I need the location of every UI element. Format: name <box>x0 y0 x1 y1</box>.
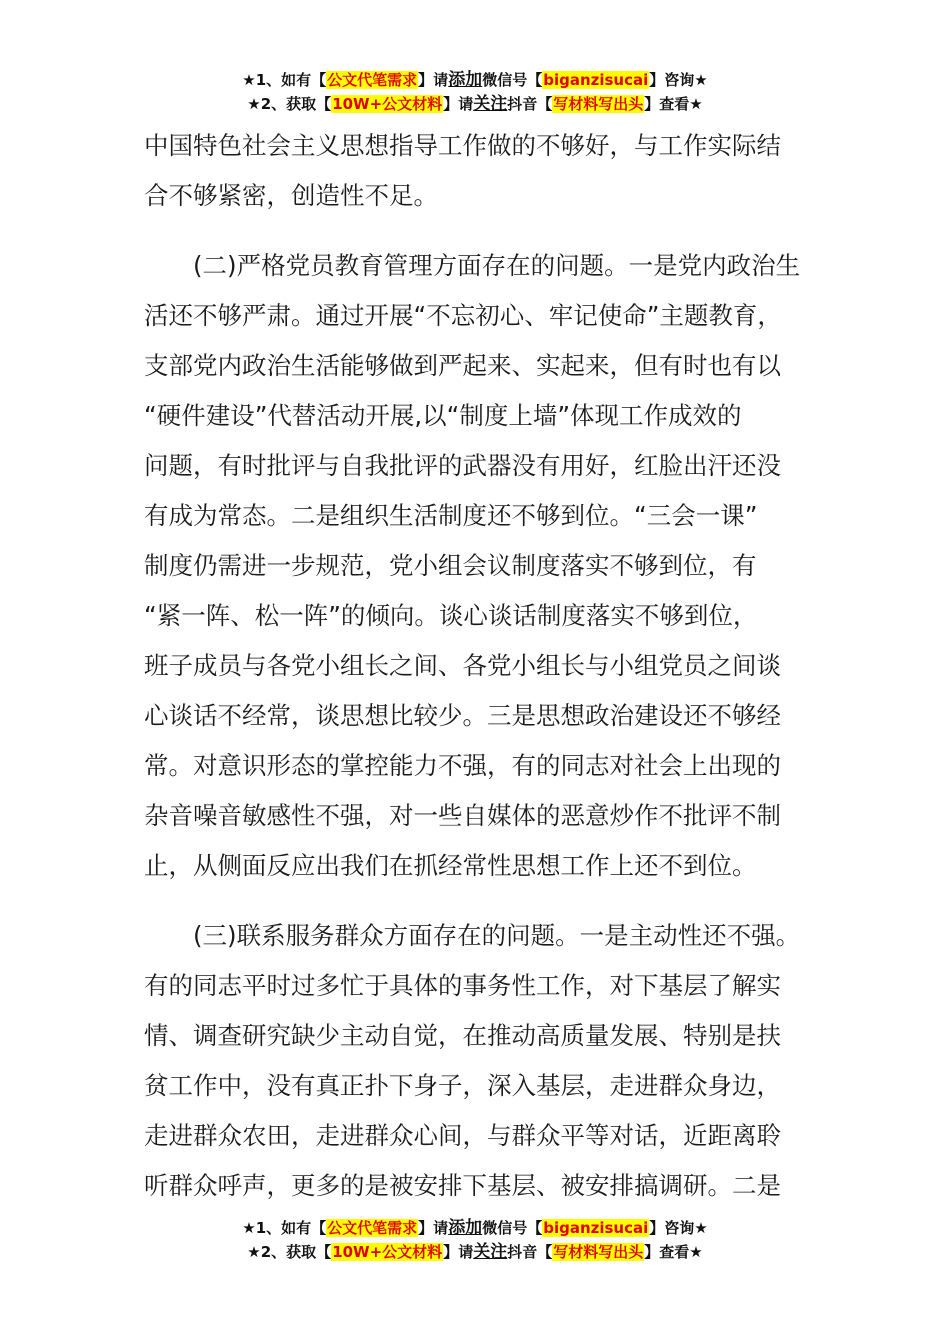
text-line: 走进群众农田，走进群众心间，与群众平等对话，近距离聆 <box>144 1121 781 1150</box>
text-line: 合不够紧密，创造性不足。 <box>144 181 438 210</box>
text-line: 情、调查研究缺少主动自觉，在推动高质量发展、特别是扶 <box>144 1021 781 1050</box>
text-line: 活还不够严肃。通过开展“不忘初心、牢记使命”主题教育， <box>144 301 782 330</box>
banner-text: 微信号【 <box>482 1219 543 1237</box>
text-line: 常。对意识形态的掌控能力不强，有的同志对社会上出现的 <box>144 751 781 780</box>
banner-text: 】请 <box>443 95 474 113</box>
text-line: “紧一阵、松一阵”的倾向。谈心谈话制度落实不够到位， <box>144 601 758 630</box>
text-line: 听群众呼声，更多的是被安排下基层、被安排搞调研。二是 <box>144 1171 781 1200</box>
highlight-douyin-account: 写材料写出头 <box>553 95 644 113</box>
text-line: 杂音噪音敏感性不强，对一些自媒体的恶意炒作不批评不制 <box>144 801 781 830</box>
banner-emphasis: 关注 <box>473 1242 508 1262</box>
text-line: 贫工作中，没有真正扑下身子，深入基层，走进群众身边， <box>144 1071 781 1100</box>
paragraph-continuation <box>144 121 809 221</box>
text-line: “硬件建设”代替活动开展,以“制度上墙”体现工作成效的 <box>144 401 742 430</box>
banner-line-1 <box>0 68 950 92</box>
highlight-materials: 10W+公文材料 <box>332 1243 443 1261</box>
banner-emphasis: 添加 <box>448 1218 483 1238</box>
banner-line-1 <box>0 1216 950 1240</box>
text-line: 有的同志平时过多忙于具体的事务性工作，对下基层了解实 <box>144 971 781 1000</box>
text-line: 有成为常态。二是组织生活制度还不够到位。“三会一课” <box>144 501 758 530</box>
bottom-banner <box>0 1216 950 1264</box>
banner-text: 】请 <box>418 71 449 89</box>
banner-line-2 <box>0 92 950 116</box>
text-line: 问题，有时批评与自我批评的武器没有用好，红脸出汗还没 <box>144 451 781 480</box>
banner-text: 抖音【 <box>507 1243 553 1261</box>
banner-line-2 <box>0 1240 950 1264</box>
text-line: (二)严格党员教育管理方面存在的问题。一是党内政治生 <box>193 251 801 280</box>
text-line: 心谈话不经常，谈思想比较少。三是思想政治建设还不够经 <box>144 701 781 730</box>
banner-text: 】请 <box>418 1219 449 1237</box>
highlight-wechat-id: biganzisucai <box>543 1219 649 1237</box>
banner-text: 抖音【 <box>507 95 553 113</box>
paragraph-party-education <box>144 241 809 891</box>
banner-text: ★2、获取【 <box>247 1243 332 1261</box>
banner-text: 】咨询★ <box>649 1219 708 1237</box>
banner-text: ★1、如有【 <box>242 1219 327 1237</box>
text-line: (三)联系服务群众方面存在的问题。一是主动性还不强。 <box>193 921 801 950</box>
banner-text: 微信号【 <box>482 71 543 89</box>
document-body <box>144 121 809 1211</box>
top-banner <box>0 68 950 116</box>
banner-text: 】咨询★ <box>649 71 708 89</box>
highlight-service: 公文代笔需求 <box>327 1219 418 1237</box>
text-line: 班子成员与各党小组长之间、各党小组长与小组党员之间谈 <box>144 651 781 680</box>
banner-emphasis: 添加 <box>448 70 483 90</box>
banner-text: ★2、获取【 <box>247 95 332 113</box>
banner-text: 】请 <box>443 1243 474 1261</box>
highlight-douyin-account: 写材料写出头 <box>553 1243 644 1261</box>
text-line: 止，从侧面反应出我们在抓经常性思想工作上还不到位。 <box>144 851 757 880</box>
banner-text: ★1、如有【 <box>242 71 327 89</box>
text-line: 支部党内政治生活能够做到严起来、实起来，但有时也有以 <box>144 351 781 380</box>
banner-text: 】查看★ <box>644 1243 703 1261</box>
highlight-service: 公文代笔需求 <box>327 71 418 89</box>
banner-text: 】查看★ <box>644 95 703 113</box>
text-line: 中国特色社会主义思想指导工作做的不够好，与工作实际结 <box>144 131 781 160</box>
banner-emphasis: 关注 <box>473 94 508 114</box>
text-line: 制度仍需进一步规范，党小组会议制度落实不够到位，有 <box>144 551 757 580</box>
highlight-materials: 10W+公文材料 <box>332 95 443 113</box>
highlight-wechat-id: biganzisucai <box>543 71 649 89</box>
paragraph-serving-masses <box>144 911 809 1211</box>
